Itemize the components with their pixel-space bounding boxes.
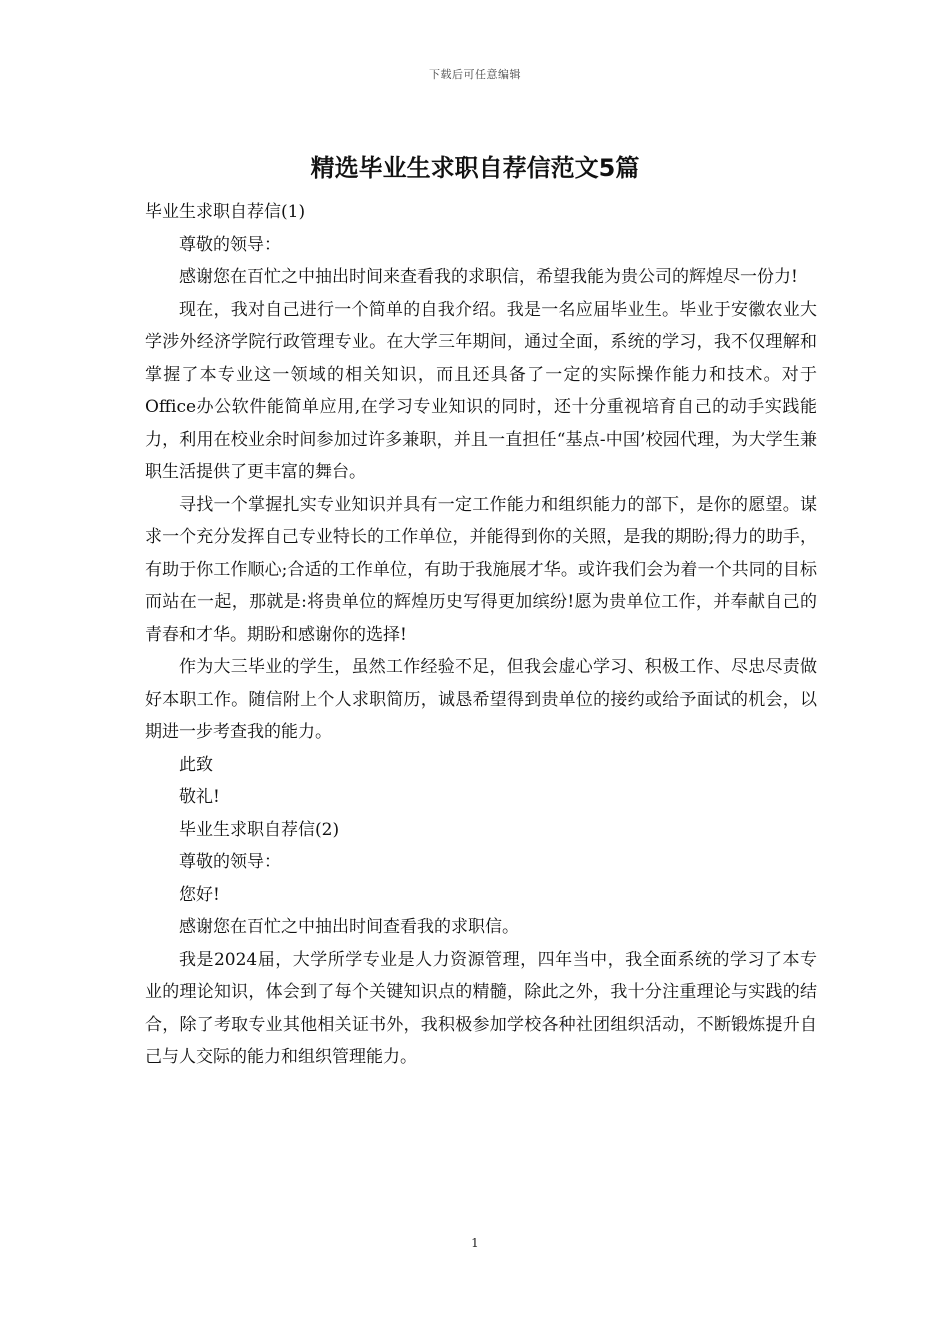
salutation: 尊敬的领导：: [179, 852, 281, 872]
paragraph: 感谢您在百忙之中抽出时间来查看我的求职信，希望我能为贵公司的辉煌尽一份力!: [179, 267, 798, 287]
paragraph: 现在，我对自己进行一个简单的自我介绍。我是一名应届毕业生。毕业于安徽农业大学涉外经济学院行政管理专业。在大学三年期间，通过全面，系统的学习，我不仅理解和掌握了本专业这一领域的相关知识，而且还具备了一定的实际操作能力和技术。对于Office办公软件能简单应用,在学习专业知识的同时，还十分重视培育自己的动手实践能力，利用在校业余时间参加过许多兼职，并且一直担任“基点-中国’校园代理，为大学生兼职生活提供了更丰富的舞台。: [145, 299, 817, 482]
greeting: 您好!: [179, 884, 220, 905]
section-heading-1: 毕业生求职自荐信(1): [145, 202, 306, 222]
closing-line: 此致: [179, 754, 213, 775]
paragraph: 我是2024届，大学所学专业是人力资源管理，四年当中，我全面系统的学习了本专业的理论知识，体会到了每个关键知识点的精髓，除此之外，我十分注重理论与实践的结合，除了考取专业其他相关证书外，我积极参加学校各种社团组织活动，不断锻炼提升自己与人交际的能力和组织管理能力。: [145, 949, 817, 1067]
document-title: 精选毕业生求职自荐信范文5篇: [310, 154, 640, 182]
page-number: 1: [471, 1236, 479, 1250]
salutation: 尊敬的领导：: [179, 234, 281, 255]
paragraph: 感谢您在百忙之中抽出时间查看我的求职信。: [179, 917, 519, 937]
paragraph: 作为大三毕业的学生，虽然工作经验不足，但我会虚心学习、积极工作、尽忠尽责做好本职工作。随信附上个人求职简历，诚恳希望得到贵单位的接约或给予面试的机会，以期进一步考查我的能力。: [145, 657, 817, 742]
document-body: [145, 196, 817, 1074]
paragraph: 寻找一个掌握扎实专业知识并具有一定工作能力和组织能力的部下，是你的愿望。谋求一个充分发挥自己专业特长的工作单位，并能得到你的关照，是我的期盼;得力的助手，有助于你工作顺心;合适的工作单位，有助于我施展才华。或许我们会为着一个共同的目标而站在一起，那就是:将贵单位的辉煌历史写得更加缤纷!愿为贵单位工作，并奉献自己的青春和才华。期盼和感谢你的选择!: [145, 494, 817, 645]
closing-line: 敬礼!: [179, 787, 220, 807]
header-note: 下载后可任意编辑: [429, 68, 521, 81]
section-heading-2: 毕业生求职自荐信(2): [179, 819, 340, 840]
